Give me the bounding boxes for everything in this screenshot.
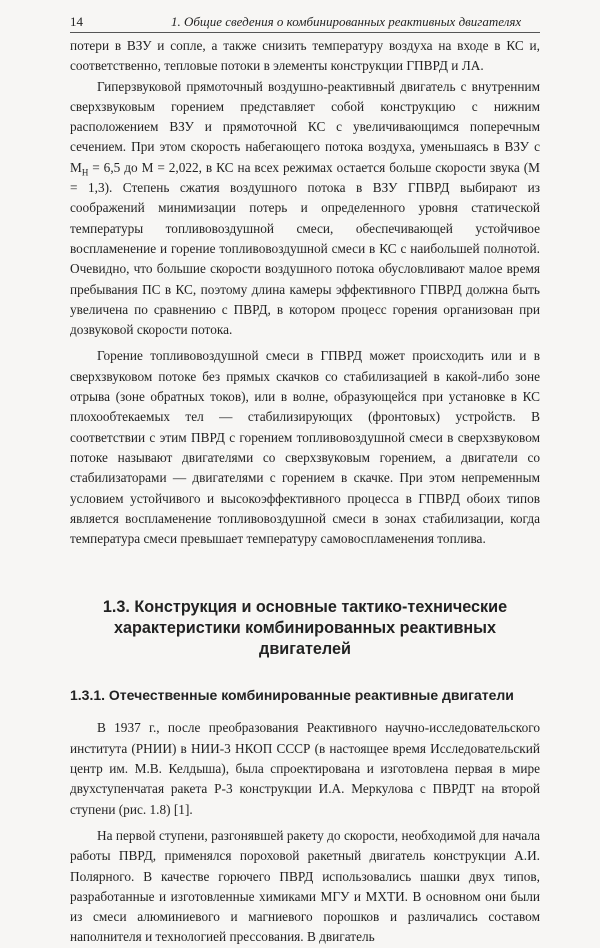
mach-subscript: H xyxy=(81,167,89,178)
paragraph-1: потери в ВЗУ и сопле, а также снизить температуру воздуха на входе в КС и, соответственно, тепловые потоки в элементы конструкции ГПВРД и ЛА. xyxy=(70,38,540,74)
paragraph-3: Горение топливовоздушной смеси в ГПВРД может происходить или и в сверхзвуковом потоке без прямых скачков со стабилизацией в какой-либо зоне отрыва (зоне обратных токов), или в волне, образующейся при установке в КС плохообтекаемых тел — стабилизирующих (фронтовых) устройств. В соответствии с этим ПВРД с горением топливовоздушной смеси в сверхзвуковом потоке называют двигателями со сверхзвуковым горением, а двигатели со стабилизаторами — двигателями с горением в скачке. При этом непременным условием устойчивого и высокоэффективного процесса в ГПВРД обоих типов является воспламенение топливовоздушной смеси в зонах стабилизации, когда температура смеси превышает температуру самовоспламенения топлива. xyxy=(70,348,540,547)
paragraph-5: На первой ступени, разгонявшей ракету до скорости, необходимой для начала работы ПВРД, применялся пороховой ракетный двигатель конструкции А.И. Полярного. В качестве горючего ПВРД использовались шашки двух типов, разработанные и изготовленные химиками МГУ и МХТИ. В основном они были из смеси алюминиевого и магниевого порошков и различались составом наполнителя и технологией прессования. В двигатель xyxy=(70,827,540,945)
paragraph-2-part-1: Гиперзвуковой прямоточный воздушно-реактивный двигатель с внутренним сверхзвуковым горением представляет собой конструкцию с нижним расположением ВЗУ и прямоточной КС с увеличивающимся поперечным сечением. При этом скорость набегающего потока воздуха, уменьшаясь в ВЗУ с M xyxy=(70,78,540,175)
page-number: 14 xyxy=(70,14,83,29)
running-title: 1. Общие сведения о комбинированных реактивных двигателях xyxy=(171,14,522,29)
section-heading-line-1: 1.3. Конструкция и основные тактико-технические xyxy=(102,598,508,617)
paragraph-4: В 1937 г., после преобразования Реактивного научно-исследовательского института (РНИИ) в НИИ-3 НКОП СССР (в настоящее время Исследовательский центр им. М.В. Келдыша), была спроектирована и изготовлена первая в мире двухступенчатая ракета Р-3 конструкции И.А. Меркулова с ПВРДТ на второй ступени (рис. 1.8) [1]. xyxy=(70,720,540,817)
paragraph-2-part-2: = 6,5 до M = 2,022, в КС на всех режимах остается больше скорости звука (M = 1,3). Степень сжатия воздушного потока в ВЗУ ГПВРД выбирают из соображений минимизации потерь и определенного уровня статической температуры топливовоздушной смеси, обеспечивающей устойчивое воспламенение и горение топливовоздушной смеси в КС с наибольшей полнотой. Очевидно, что большие скорости воздушного потока обусловливают малое время пребывания ПС в КС, поэтому длина камеры эффективного ГПВРД должна быть увеличена по сравнению с ПВРД, в котором процесс горения организован при дозвуковой скорости потока. xyxy=(70,159,540,338)
running-header xyxy=(70,14,540,33)
text-body xyxy=(70,36,540,948)
subsection-heading: 1.3.1. Отечественные комбинированные реактивные двигатели xyxy=(70,687,514,704)
paragraph-2 xyxy=(70,77,540,341)
section-heading-line-2: характеристики комбинированных реактивных двигателей xyxy=(113,619,497,659)
section-heading xyxy=(70,597,540,660)
